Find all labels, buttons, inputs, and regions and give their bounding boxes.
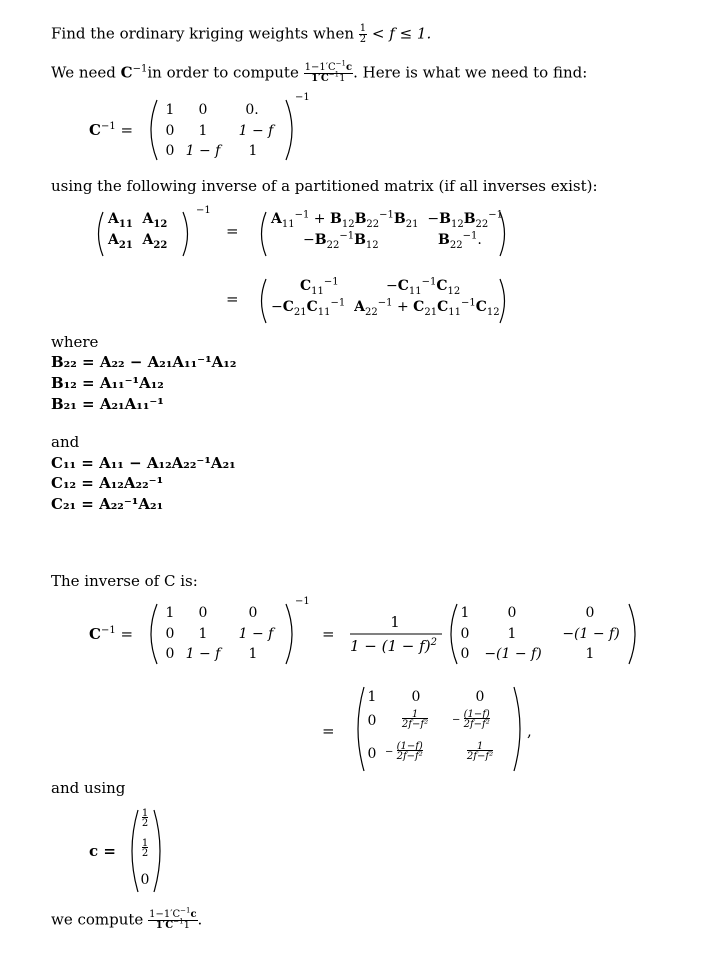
condition-text: < f ≤ 1.: [371, 24, 432, 43]
def-b22: B₂₂ = A₂₂ − A₂₁A₁₁⁻¹A₁₂: [51, 353, 237, 371]
we-compute-line: we compute $\frac{1-1'C^{-1}c}{1'C^{-1}1}$ .: [51, 906, 203, 931]
and-using: and using: [51, 779, 126, 797]
inverse-intro: The inverse of C is:: [51, 572, 198, 590]
def-b21: B₂₁ = A₂₁A₁₁⁻¹: [51, 395, 164, 413]
intro-line: [51, 24, 431, 45]
def-c12: C₁₂ = A₁₂A₂₂⁻¹: [51, 474, 164, 492]
half-fraction: $\frac{1}{2}$: [359, 23, 367, 45]
def-c11: C₁₁ = A₁₁ − A₁₂A₂₂⁻¹A₂₁: [51, 454, 236, 472]
def-c21: C₂₁ = A₂₂⁻¹A₂₁: [51, 495, 164, 513]
matrix1-right-paren: [280, 98, 300, 162]
and-label: and: [51, 433, 80, 451]
def-b12: B₁₂ = A₁₁⁻¹A₁₂: [51, 374, 164, 392]
document-page: Find the ordinary kriging weights when $\frac{1}{2}$ < f ≤ 1. We need $C^{-1}in$ order to compute $\frac{1-1'C^{-1}c}{1'C^{-1}1}$ . Here is what we need to find: $C^{-1}$ = 1 0 0. 0 1 1 − f 0 1 − f 1 −1 using the following inverse of a partitioned matrix (if all inverses exist): $A_{11}$ $A_{12}$ $A_{21}$ $A_{22}$ −1 = $A_{11}^{-1} + B_{12}B_{22}^{-1}B_{21} -B_{12}B_{22}^{-1}$ $-B_{22}^{-1}B_{12}$ $B_{22}^{-1}$. = $C_{11}^{-1}$ $-C_{11}^{-1}C_{12}$ $-C_{21}C_{11}^{-1}$ $A_{22}^{-1} + C_{21}C_{11}^{-1}C_{12}$ where B₂₂ = A₂₂ − A₂₁A₁₁⁻¹A₁₂ B₁₂ = A₁₁⁻¹A₁₂ B₂₁ = A₂₁A₁₁⁻¹ and C₁₁ = A₁₁ − A₁₂A₂₂⁻¹A₂₁ C₁₂ = A₁₂A₂₂⁻¹ C₂₁ = A₂₂⁻¹A₂₁ The inverse of C is: $C^{-1}$ = 1 0 0 0 1 1 − f 0 1 − f 1 −1 = 1 $1 - (1 - f)^2$ 1 0 0 0 1 −(1 − f) 0 −(1 − f) 1 = 1 0 0 0 1 2f−f² − (1−f) 2f−f² 0 − (1−f) 2f−f² 1 2f−f² , and using c = 1 2 1 2 0 we compute $\frac{1-1'C^{-1}c}{1'C^{-1}1}$ .: [0, 0, 710, 974]
c-inverse-label-1: $C^{-1}$ =: [89, 121, 134, 139]
intro-text: Find the ordinary kriging weights when: [51, 24, 354, 43]
need-line: We need $C^{-1}in$ order to compute $\frac{1-1'C^{-1}c}{1'C^{-1}1}$ . Here is what we need to find:: [51, 59, 588, 84]
partition-text: using the following inverse of a partitioned matrix (if all inverses exist):: [51, 177, 598, 195]
kriging-fraction: $\frac{1-1'C^{-1}c}{1'C^{-1}1}$: [304, 59, 353, 84]
where-label: where: [51, 333, 99, 351]
